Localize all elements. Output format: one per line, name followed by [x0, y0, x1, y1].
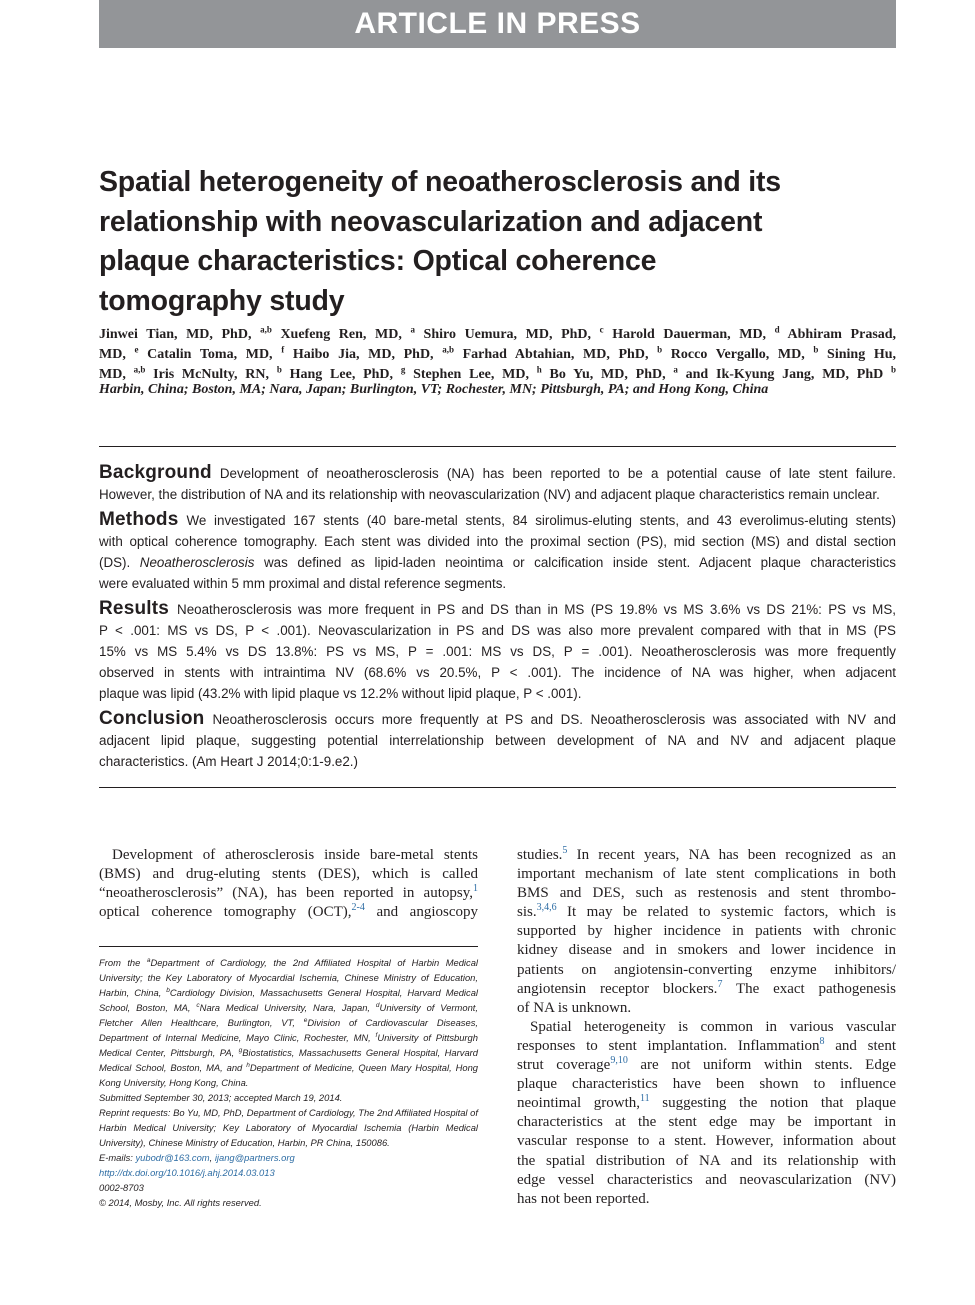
citation-link[interactable]: 3,4,6 — [536, 902, 557, 914]
abstract-bottom-rule — [99, 787, 896, 788]
abstract-conclusion: Conclusion Neoatherosclerosis occurs more frequently at PS and DS. Neoatherosclerosis was associated with NV and adjacent lipid plaque, suggesting potential interrelationship between development of NA and NV and adjacent plaque characteristics. (Am Heart J 2014;0:1-9.e2.) — [99, 708, 896, 769]
article-in-press-banner: ARTICLE IN PRESS — [99, 0, 896, 48]
abstract-results: Results Neoatherosclerosis was more frequent in PS and DS than in MS (PS 19.8% vs MS 3.6% vs DS 21%: PS vs MS, P < .001: MS vs DS, P < .001). Neovascularization in PS and DS was also more prevalent compared with that in MS (PS 15% vs MS 5.4% vs DS 13.8%: PS vs MS, P = .001: MS vs DS, P = .001). Neoatherosclerosis was more frequently observed in stents with intraintima NV (68.6% vs 20.5%, P < .001). The incidence of NA was higher, when adjacent plaque was lipid (43.2% with lipid plaque vs 12.2% without lipid plaque, P < .001). — [99, 598, 896, 701]
emails: E-mails: yubodr@163.com, ijang@partners.org — [99, 1152, 295, 1163]
body-right-column — [517, 846, 896, 1209]
citation-link[interactable]: 11 — [640, 1093, 650, 1105]
citation-link[interactable]: 2-4 — [351, 902, 365, 913]
abstract-methods: Methods We investigated 167 stents (40 bare-metal stents, 84 sirolimus-eluting stents, and 43 everolimus-eluting stents) with optical coherence tomography. Each stent was divided into the proximal section (PS), mid section (MS) and distal section (DS). Neoatherosclerosis was defined as lipid-laden neointima or calcification inside stent. Adjacent plaque characteristics were evaluated within 5 mm proximal and distal reference segments. — [99, 509, 896, 591]
body-left-column: Development of atherosclerosis inside bare-metal stents (BMS) and drug-eluting stents (DES), which is called “neoatherosclerosis” (NA), has been reported in autopsy,$^1$ optical coherence tomography (OCT),$^{2-4}$ and angioscopy — [99, 847, 478, 920]
abstract-heading-conclusion: Conclusion — [99, 708, 205, 729]
citation-link[interactable]: 8 — [819, 1035, 825, 1047]
title-line: relationship with neovascularization and adjacent — [99, 205, 763, 238]
reprint-requests: Reprint requests: Bo Yu, MD, PhD, Department of Cardiology, The 2nd Affiliated Hospital of — [99, 1107, 478, 1118]
article-footnotes: From the $^a$Department of Cardiology, the 2nd Affiliated Hospital of Harbin Medical University; the Key Laboratory of Myocardial Ischemia, Chinese Ministry of Education, Harbin, China, $^b$Cardiology Division, Massachusetts General Hospital, Harvard Medical School, Boston, MA, $^c$Nara Medical University, Nara, Japan, $^d$University of Vermont, Fletcher Allen Healthcare, Burlington, VT, $^e$Division of Cardiovascular Diseases, Department of Internal Medicine, Mayo Clinic, Rochester, MN, $^f$University of Pittsburgh Medical Center, Pittsburgh, PA, $^g$Biostatistics, Massachusetts General Hospital, Harvard Medical School, Boston, MA, and $^h$Department of Medicine, Queen Mary Hospital, Hong Kong University, Hong Kong, China. Submitted September 30, 2013; accepted March 19, 2014. Reprint requests: Bo Yu, MD, PhD, Department of Cardiology, The 2nd Affiliated Hospital of Harbin Medical University; Key Laboratory of Myocardial Ischemia (Harbin Medical University), Chinese Ministry of Education, Harbin, PR China, 150086. E-mails: yubodr@163.com, ijang@partners.org http://dx.doi.org/10.1016/j.ahj.2014.03.013 0002-8703 © 2014, Mosby, Inc. All rights reserved. — [99, 956, 479, 1208]
citation-link[interactable]: 1 — [473, 883, 478, 894]
email-link[interactable]: yubodr@163.com — [135, 1152, 210, 1163]
author-list — [99, 325, 896, 385]
title-line: Spatial heterogeneity of neoatherosclerosis and its — [99, 166, 781, 198]
body-paragraph: studies.$^5$ In recent years, NA has been recognized as an important mechanism of late stent complications in both BMS and DES, such as restenosis and stent thrombo- sis.$^{3,4,6}$ It may be related to systemic factors, which is supported by higher incidence in patients with chronic kidney disease and in smokers and lower incidence in patients on angiotensin-converting enzyme inhibitors/ angiotensin receptor blockers.$^7$ The exact pathogenesis of NA is unknown. — [517, 845, 896, 1016]
author-line: MD, $^{a,b}$ Iris McNulty, RN, $^b$ Hang Lee, PhD, $^g$ Stephen Lee, MD, $^h$ Bo Yu, MD, PhD, $^a$ and Ik-Kyung Jang, MD, PhD $^b$ — [99, 364, 897, 382]
body-paragraph: Spatial heterogeneity is common in various vascular responses to stent implantation. Inflammation$^8$ and stent strut coverage$^{9,10}$ are not uniform within stents. Edge plaque characteristics have been shown to influence neointimal growth,$^{11}$ suggesting the notion that plaque characteristics at the stent edge may be important in vascular response to a stent. However, information about the spatial distribution of NA and its relationship with edge vessel characteristics and neovascularization (NV) has not been reported. — [517, 1018, 896, 1207]
abstract-heading-methods: Methods — [99, 509, 179, 530]
email-link[interactable]: ijang@partners.org — [214, 1152, 295, 1163]
citation-link[interactable]: 5 — [562, 845, 568, 856]
affiliation-locations: Harbin, China; Boston, MA; Nara, Japan; Burlington, VT; Rochester, MN; Pittsburgh, PA; and Hong Kong, China — [99, 382, 769, 397]
footnote-rule — [99, 946, 478, 947]
title-line: plaque characteristics: Optical coherence — [99, 245, 657, 277]
abstract — [99, 462, 896, 776]
abstract-heading-background: Background — [99, 462, 212, 483]
doi-link[interactable]: http://dx.doi.org/10.1016/j.ahj.2014.03.013 — [99, 1167, 275, 1178]
citation-link[interactable]: 7 — [717, 978, 723, 990]
copyright: © 2014, Mosby, Inc. All rights reserved. — [99, 1197, 262, 1208]
article-title — [99, 163, 896, 321]
title-line: tomography study — [99, 284, 345, 317]
abstract-heading-results: Results — [99, 598, 170, 619]
author-line: Jinwei Tian, MD, PhD, $^{a,b}$ Xuefeng Ren, MD, $^a$ Shiro Uemura, MD, PhD, $^c$ Harold Dauerman, MD, $^d$ Abhiram Prasad, — [99, 324, 897, 342]
abstract-background: Background Development of neoatherosclerosis (NA) has been reported to be a potential cause of late stent failure. However, the distribution of NA and its relationship with neovascularization (NV) and adjacent plaque characteristics remain unclear. — [99, 462, 896, 502]
citation-link[interactable]: 9,10 — [610, 1055, 628, 1067]
submission-dates: Submitted September 30, 2013; accepted March 19, 2014. — [99, 1092, 343, 1103]
abstract-top-rule — [99, 446, 896, 447]
issn: 0002-8703 — [99, 1182, 144, 1193]
author-line: MD, $^e$ Catalin Toma, MD, $^f$ Haibo Jia, MD, PhD, $^{a,b}$ Farhad Abtahian, MD, PhD, $^b$ Rocco Vergallo, MD, $^b$ Sining Hu, — [99, 344, 897, 362]
